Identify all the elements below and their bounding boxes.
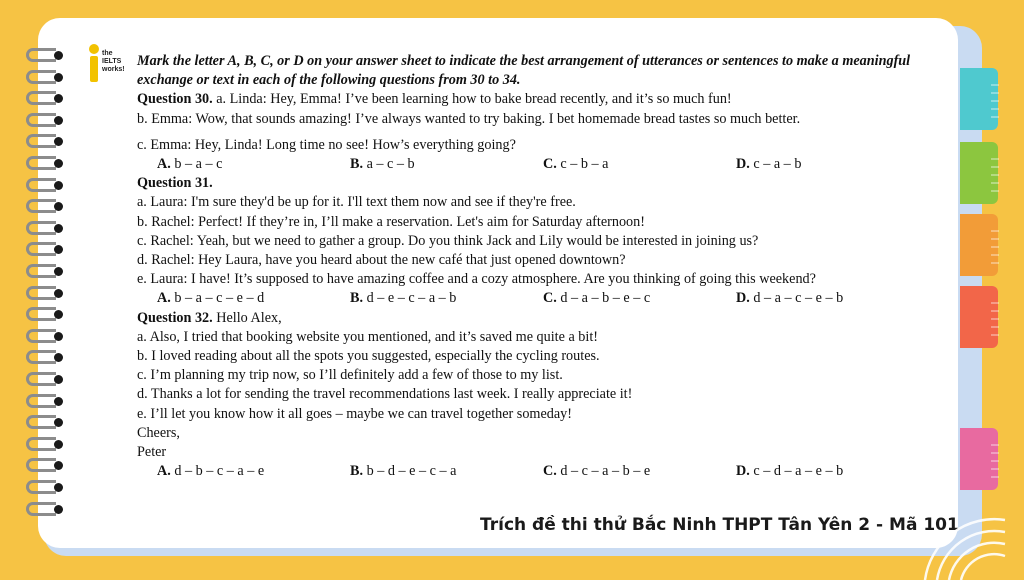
spiral-ring	[26, 178, 66, 194]
question-30-label: Question 30.	[137, 91, 213, 108]
question-32-options	[137, 462, 932, 481]
option-a[interactable]: A. d – b – c – a – e	[157, 463, 265, 480]
spiral-ring	[26, 372, 66, 388]
tab-red	[960, 286, 998, 348]
spiral-ring	[26, 329, 66, 345]
question-32-b: b. I loved reading about all the spots you suggested, especially the cycling routes.	[137, 348, 600, 365]
spiral-ring	[26, 437, 66, 453]
question-31-a: a. Laura: I'm sure they'd be up for it. I'll text them now and see if they're free.	[137, 194, 576, 211]
option-b[interactable]: B. d – e – c – a – b	[350, 290, 457, 307]
question-32-c: c. I’m planning my trip now, so I’ll definitely add a few of those to my list.	[137, 367, 563, 384]
spiral-ring	[26, 199, 66, 215]
question-31-label: Question 31.	[137, 175, 213, 192]
tab-green	[960, 142, 998, 204]
spiral-ring	[26, 480, 66, 496]
question-30-line-a	[137, 90, 932, 109]
question-31-b: b. Rachel: Perfect! If they’re in, I’ll make a reservation. Let's aim for Saturday afternoon!	[137, 213, 645, 230]
spiral-ring	[26, 415, 66, 431]
spiral-ring	[26, 156, 66, 172]
spiral-ring	[26, 264, 66, 280]
decorative-arcs-icon	[905, 490, 1015, 580]
option-c[interactable]: C. c – b – a	[543, 156, 609, 173]
question-32-closing: Cheers,	[137, 424, 180, 441]
option-d[interactable]: D. c – d – a – e – b	[736, 463, 844, 480]
spiral-ring	[26, 458, 66, 474]
spiral-ring	[26, 113, 66, 129]
question-30-a: a. Linda: Hey, Emma! I’ve been learning how to bake bread recently, and it’s so much fun!	[216, 91, 732, 108]
question-32-a: a. Also, I tried that booking website you mentioned, and it’s saved me quite a bit!	[137, 328, 599, 345]
question-31-options	[137, 289, 932, 308]
question-31-c: c. Rachel: Yeah, but we need to gather a group. Do you think Jack and Lily would be interested in joining us?	[137, 232, 759, 249]
logo-text: the IELTS works!	[102, 50, 125, 73]
spiral-ring	[26, 307, 66, 323]
spiral-ring	[26, 221, 66, 237]
tab-cyan	[960, 68, 998, 130]
ielts-works-logo	[84, 44, 132, 84]
option-a[interactable]: A. b – a – c	[157, 156, 223, 173]
question-32-d: d. Thanks a lot for sending the travel recommendations last week. I really appreciate it!	[137, 386, 633, 403]
spiral-ring	[26, 91, 66, 107]
question-32-label: Question 32.	[137, 309, 213, 326]
question-32-e: e. I’ll let you know how it all goes – maybe we can travel together someday!	[137, 405, 572, 422]
question-32-signature: Peter	[137, 444, 167, 461]
question-32-greeting: Hello Alex,	[216, 309, 282, 326]
spiral-ring	[26, 350, 66, 366]
question-30-options	[137, 155, 932, 174]
option-b[interactable]: B. b – d – e – c – a	[350, 463, 457, 480]
tab-pink	[960, 428, 998, 490]
spiral-ring	[26, 394, 66, 410]
spiral-ring	[26, 134, 66, 150]
question-32-header	[137, 309, 932, 328]
question-31-e: e. Laura: I have! It’s supposed to have amazing coffee and a cozy atmosphere. Are you thinking of going this weekend?	[137, 271, 816, 288]
spiral-ring	[26, 70, 66, 86]
option-a[interactable]: A. b – a – c – e – d	[157, 290, 265, 307]
option-d[interactable]: D. c – a – b	[736, 156, 802, 173]
option-b[interactable]: B. a – c – b	[350, 156, 415, 173]
source-caption: Trích đề thi thử Bắc Ninh THPT Tân Yên 2 - Mã 101	[480, 515, 959, 535]
option-c[interactable]: C. d – a – b – e – c	[543, 290, 651, 307]
question-30-c: c. Emma: Hey, Linda! Long time no see! How’s everything going?	[137, 136, 516, 153]
spiral-ring	[26, 48, 66, 64]
question-30-b: b. Emma: Wow, that sounds amazing! I’ve always wanted to try baking. I bet homemade bread tastes so much better.	[137, 110, 801, 127]
question-31-d: d. Rachel: Hey Laura, have you heard about the new café that just opened downtown?	[137, 252, 626, 269]
option-d[interactable]: D. d – a – c – e – b	[736, 290, 844, 307]
spiral-ring	[26, 242, 66, 258]
spiral-ring	[26, 286, 66, 302]
tab-orange	[960, 214, 998, 276]
instruction: Mark the letter A, B, C, or D on your answer sheet to indicate the best arrangement of utterances or sentences to make a meaningful exchange or text in each of the following questions from 30 to 34.	[137, 53, 911, 89]
exam-content	[137, 52, 932, 481]
option-c[interactable]: C. d – c – a – b – e	[543, 463, 651, 480]
spiral-ring	[26, 502, 66, 518]
